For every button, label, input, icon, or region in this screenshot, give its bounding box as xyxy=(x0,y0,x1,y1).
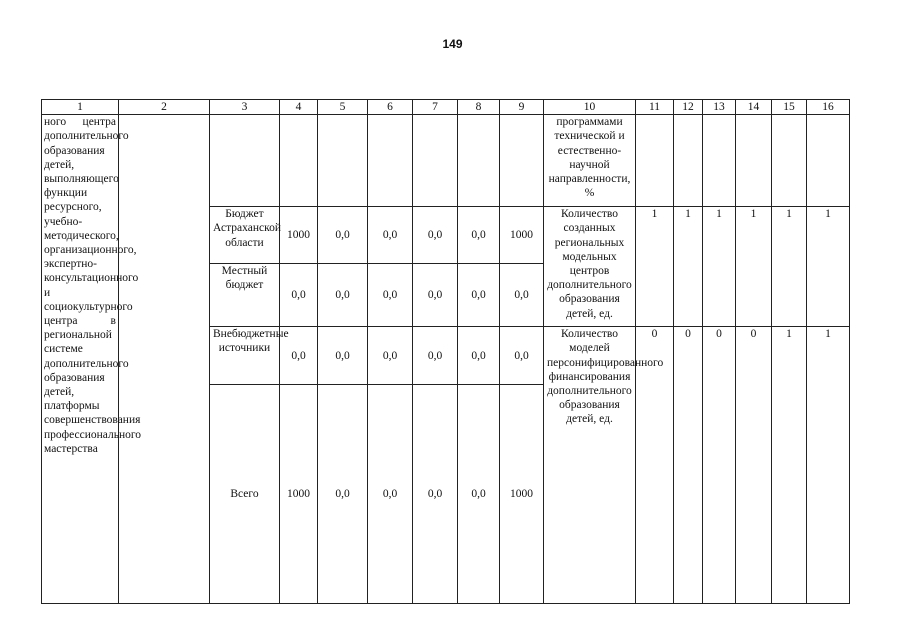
header-cell: 2 xyxy=(119,100,210,115)
indicator-cell: программами технической и естественно-научной направленности, % xyxy=(544,115,636,207)
value-cell: 0,0 xyxy=(413,207,458,264)
indicator-cell: Количество созданных региональных модельных центров дополнительного образования детей, ед. xyxy=(544,207,636,327)
value-cell: 0,0 xyxy=(413,264,458,327)
source-cell: Местный бюджет xyxy=(210,264,280,327)
event-name-cell: ного центра дополнительного образования детей, выполняющего функции ресурсного, учебно-методического, организационного, экспертно-консультационного и социокультурного центра в региональной системе дополнительного образования детей, платформы совершенствования профессионального мастерства xyxy=(42,115,119,604)
table-row xyxy=(42,115,850,207)
empty-cell xyxy=(458,115,500,207)
target-cell: 1 xyxy=(807,327,850,604)
value-cell: 0,0 xyxy=(368,385,413,604)
program-table xyxy=(41,99,850,604)
value-cell: 0,0 xyxy=(318,327,368,385)
header-cell: 8 xyxy=(458,100,500,115)
target-cell: 1 xyxy=(807,207,850,327)
empty-cell xyxy=(500,115,544,207)
header-cell: 4 xyxy=(280,100,318,115)
value-cell: 1000 xyxy=(280,207,318,264)
empty-cell xyxy=(318,115,368,207)
empty-cell xyxy=(413,115,458,207)
empty-cell xyxy=(636,115,674,207)
target-cell: 1 xyxy=(772,327,807,604)
header-cell: 5 xyxy=(318,100,368,115)
value-cell: 0,0 xyxy=(500,264,544,327)
value-cell: 0,0 xyxy=(458,264,500,327)
header-cell: 11 xyxy=(636,100,674,115)
target-cell: 1 xyxy=(772,207,807,327)
empty-cell xyxy=(807,115,850,207)
target-cell: 0 xyxy=(636,327,674,604)
value-cell: 0,0 xyxy=(280,327,318,385)
value-cell: 0,0 xyxy=(458,207,500,264)
value-cell: 0,0 xyxy=(318,385,368,604)
target-cell: 1 xyxy=(703,207,736,327)
header-cell: 9 xyxy=(500,100,544,115)
value-cell: 0,0 xyxy=(280,264,318,327)
empty-cell xyxy=(736,115,772,207)
value-cell: 1000 xyxy=(280,385,318,604)
header-cell: 14 xyxy=(736,100,772,115)
target-cell: 1 xyxy=(636,207,674,327)
header-cell: 6 xyxy=(368,100,413,115)
header-cell: 7 xyxy=(413,100,458,115)
value-cell: 0,0 xyxy=(368,264,413,327)
value-cell: 0,0 xyxy=(318,264,368,327)
page-number: 149 xyxy=(442,37,463,51)
value-cell: 1000 xyxy=(500,385,544,604)
value-cell: 0,0 xyxy=(318,207,368,264)
empty-cell xyxy=(119,115,210,604)
header-cell: 12 xyxy=(674,100,703,115)
value-cell: 0,0 xyxy=(458,327,500,385)
header-cell: 15 xyxy=(772,100,807,115)
value-cell: 0,0 xyxy=(413,327,458,385)
source-cell: Внебюджетные источники xyxy=(210,327,280,385)
target-cell: 0 xyxy=(674,327,703,604)
value-cell: 0,0 xyxy=(413,385,458,604)
empty-cell xyxy=(280,115,318,207)
source-cell: Всего xyxy=(210,385,280,604)
header-cell: 16 xyxy=(807,100,850,115)
value-cell: 0,0 xyxy=(458,385,500,604)
value-cell: 1000 xyxy=(500,207,544,264)
target-cell: 0 xyxy=(736,327,772,604)
empty-cell xyxy=(210,115,280,207)
header-cell: 10 xyxy=(544,100,636,115)
header-cell: 1 xyxy=(42,100,119,115)
empty-cell xyxy=(772,115,807,207)
source-cell: Бюджет Астраханской области xyxy=(210,207,280,264)
empty-cell xyxy=(674,115,703,207)
header-cell: 3 xyxy=(210,100,280,115)
value-cell: 0,0 xyxy=(500,327,544,385)
target-cell: 1 xyxy=(736,207,772,327)
target-cell: 0 xyxy=(703,327,736,604)
indicator-cell: Количество моделей персонифицированного финансирования дополнительного образования детей, ед. xyxy=(544,327,636,604)
value-cell: 0,0 xyxy=(368,207,413,264)
value-cell: 0,0 xyxy=(368,327,413,385)
header-cell: 13 xyxy=(703,100,736,115)
header-row xyxy=(42,100,850,115)
empty-cell xyxy=(703,115,736,207)
empty-cell xyxy=(368,115,413,207)
target-cell: 1 xyxy=(674,207,703,327)
